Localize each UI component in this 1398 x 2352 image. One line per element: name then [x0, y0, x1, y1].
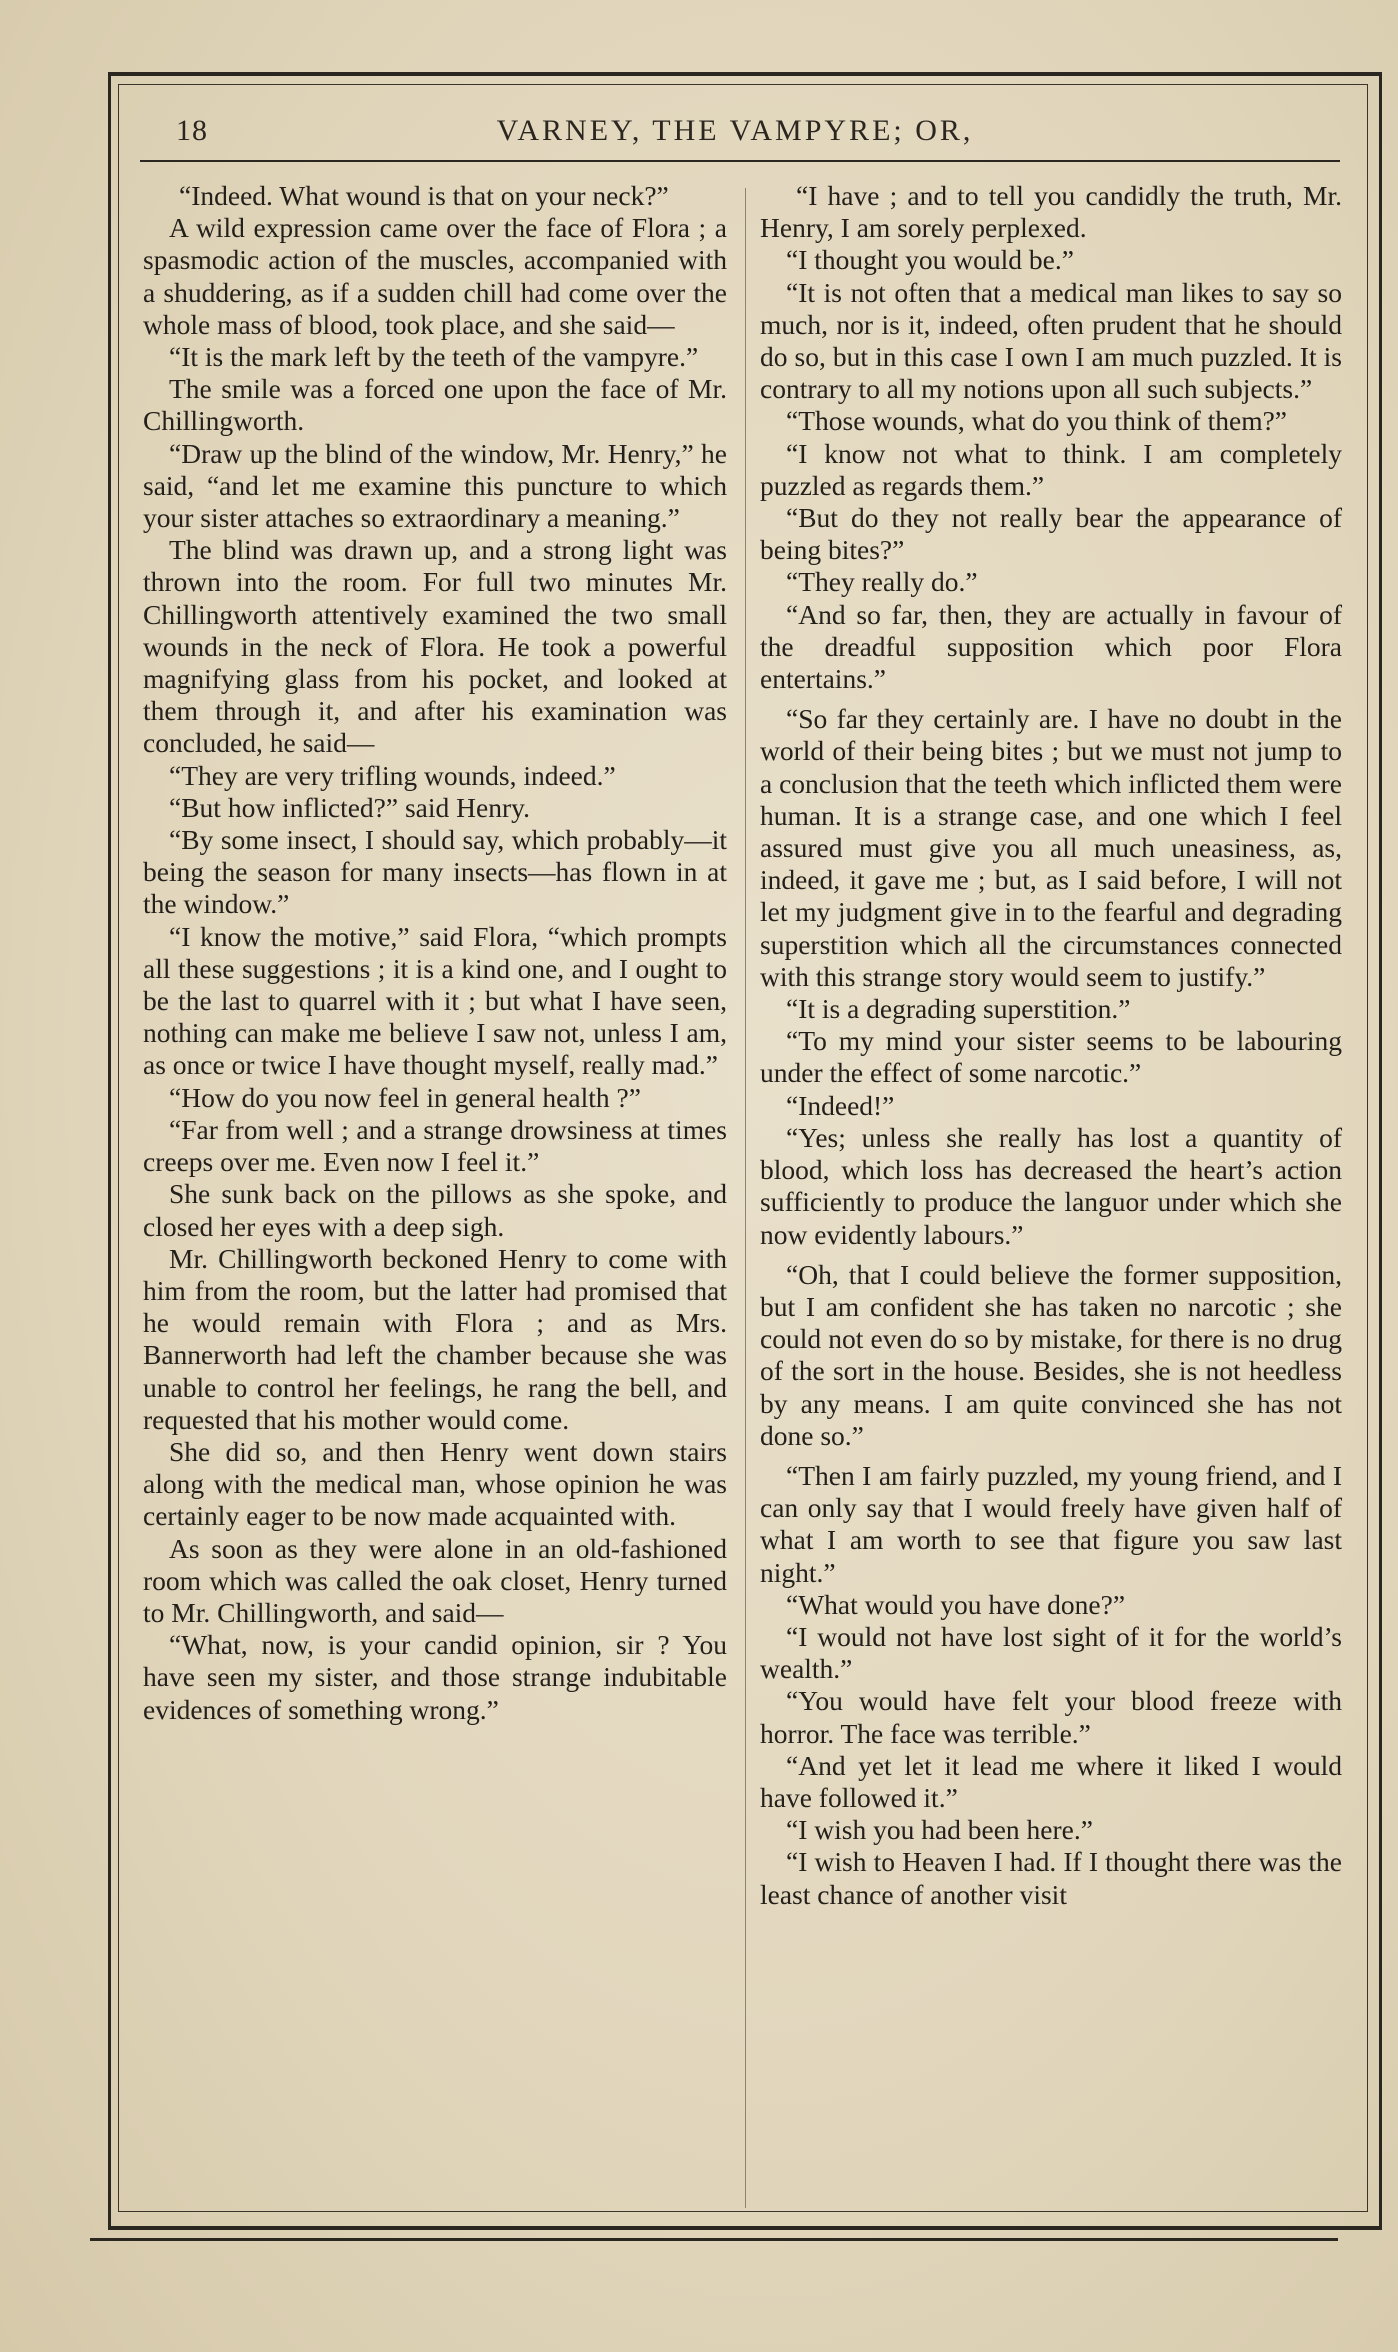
paragraph: “Far from well ; and a strange drowsiness at times creeps over me. Even now I feel it.” [143, 1113, 727, 1178]
paragraph: “By some insect, I should say, which probably—it being the season for many insects—has flown in at the window.” [143, 824, 727, 920]
header-rule [140, 160, 1340, 162]
paragraph: “I wish to Heaven I had. If I thought there was the least chance of another visit [760, 1846, 1342, 1910]
paragraph: “Indeed!” [786, 1089, 895, 1121]
paragraph: “It is the mark left by the teeth of the vampyre.” [169, 341, 699, 373]
paragraph: As soon as they were alone in an old-fashioned room which was called the oak closet, Henry turned to Mr. Chillingworth, and said— [143, 1532, 727, 1628]
paragraph: “But how inflicted?” said Henry. [169, 791, 530, 823]
paragraph: “It is not often that a medical man likes to say so much, nor is it, indeed, often prudent that he should do so, but in this case I own I am much puzzled. It is contrary to all my notions upon all such subjects.” [760, 276, 1342, 405]
paragraph: “Then I am fairly puzzled, my young friend, and I can only say that I would freely have given half of what I am worth to see that figure you saw last night.” [760, 1459, 1342, 1588]
paragraph: “And so far, then, they are actually in favour of the dreadful supposition which poor Flora entertains.” [760, 598, 1342, 695]
left-column [143, 180, 727, 1726]
paragraph: “To my mind your sister seems to be labouring under the effect of some narcotic.” [760, 1025, 1342, 1089]
paragraph: “But do they not really bear the appearance of being bites?” [760, 502, 1342, 566]
paragraph: “Yes; unless she really has lost a quantity of blood, which loss has decreased the heart’s action sufficiently to produce the languor under which she now evidently labours.” [760, 1121, 1342, 1250]
paragraph: She did so, and then Henry went down stairs along with the medical man, whose opinion he was certainly eager to be now made acquainted with. [143, 1435, 727, 1532]
paragraph: “You would have felt your blood freeze with horror. The face was terrible.” [760, 1685, 1342, 1749]
column-divider [745, 188, 746, 2208]
paragraph: “They are very trifling wounds, indeed.” [169, 759, 616, 791]
page-header [130, 108, 1340, 156]
paragraph: “What would you have done?” [786, 1588, 1126, 1620]
paragraph: “So far they certainly are. I have no doubt in the world of their being bites ; but we must not jump to a conclusion that the teeth which inflicted them were human. It is a strange case, and one which I feel assured must give you all much uneasiness, as, indeed, it gave me ; but, as I said before, I will not let my judgment give in to the fearful and degrading superstition which all the circumstances connected with this strange story would seem to justify.” [760, 703, 1342, 992]
paragraph: “What, now, is your candid opinion, sir ? You have seen my sister, and those strange indubitable evidences of something wrong.” [143, 1629, 727, 1725]
paragraph: “I know the motive,” said Flora, “which prompts all these suggestions ; it is a kind one, and I ought to be the last to quarrel with it ; but what I have seen, nothing can make me believe I saw not, unless I am, as once or twice I have thought myself, really mad.” [143, 920, 727, 1081]
paragraph: A wild expression came over the face of Flora ; a spasmodic action of the muscles, accompanied with a shuddering, as if a sudden chill had come over the whole mass of blood, took place, and she said— [143, 212, 727, 340]
right-column [760, 180, 1342, 1911]
paragraph: “I have ; and to tell you candidly the truth, Mr. Henry, I am sorely perplexed. [760, 180, 1342, 244]
paragraph: She sunk back on the pillows as she spoke, and closed her eyes with a deep sigh. [143, 1178, 727, 1242]
paragraph: “I know not what to think. I am completely puzzled as regards them.” [760, 437, 1342, 501]
paragraph: “I thought you would be.” [786, 244, 1074, 276]
bottom-rule [90, 2238, 1338, 2241]
paragraph: Mr. Chillingworth beckoned Henry to come with him from the room, but the latter had promised that he would remain with Flora ; and as Mrs. Bannerworth had left the chamber because she was unable to control her feelings, he rang the bell, and requested that his mother would come. [143, 1242, 727, 1435]
paragraph: “How do you now feel in general health ?” [169, 1081, 641, 1113]
paragraph: The smile was a forced one upon the face of Mr. Chillingworth. [143, 373, 727, 437]
page-number: 18 [176, 114, 208, 147]
paragraph: “And yet let it lead me where it liked I would have followed it.” [760, 1749, 1342, 1813]
paragraph: “They really do.” [786, 566, 978, 598]
paragraph: “Those wounds, what do you think of them?” [786, 405, 1288, 437]
paragraph: “It is a degrading superstition.” [786, 993, 1131, 1025]
running-title: VARNEY, THE VAMPYRE; OR, [496, 114, 974, 147]
paragraph: The blind was drawn up, and a strong light was thrown into the room. For full two minutes Mr. Chillingworth attentively examined the two small wounds in the neck of Flora. He took a powerful magnifying glass from his pocket, and looked at them through it, and after his examination was concluded, he said— [143, 534, 727, 759]
paragraph: “Draw up the blind of the window, Mr. Henry,” he said, “and let me examine this puncture to which your sister attaches so extraordinary a meaning.” [143, 437, 727, 534]
paragraph: “I wish you had been here.” [786, 1814, 1093, 1846]
paragraph: “Indeed. What wound is that on your neck?” [179, 180, 669, 211]
paragraph: “Oh, that I could believe the former supposition, but I am confident she has taken no narcotic ; she could not even do so by mistake, for there is no drug of the sort in the house. Besides, she is not heedless by any means. I am quite convinced she has not done so.” [760, 1258, 1342, 1451]
paragraph: “I would not have lost sight of it for the world’s wealth.” [760, 1620, 1342, 1685]
